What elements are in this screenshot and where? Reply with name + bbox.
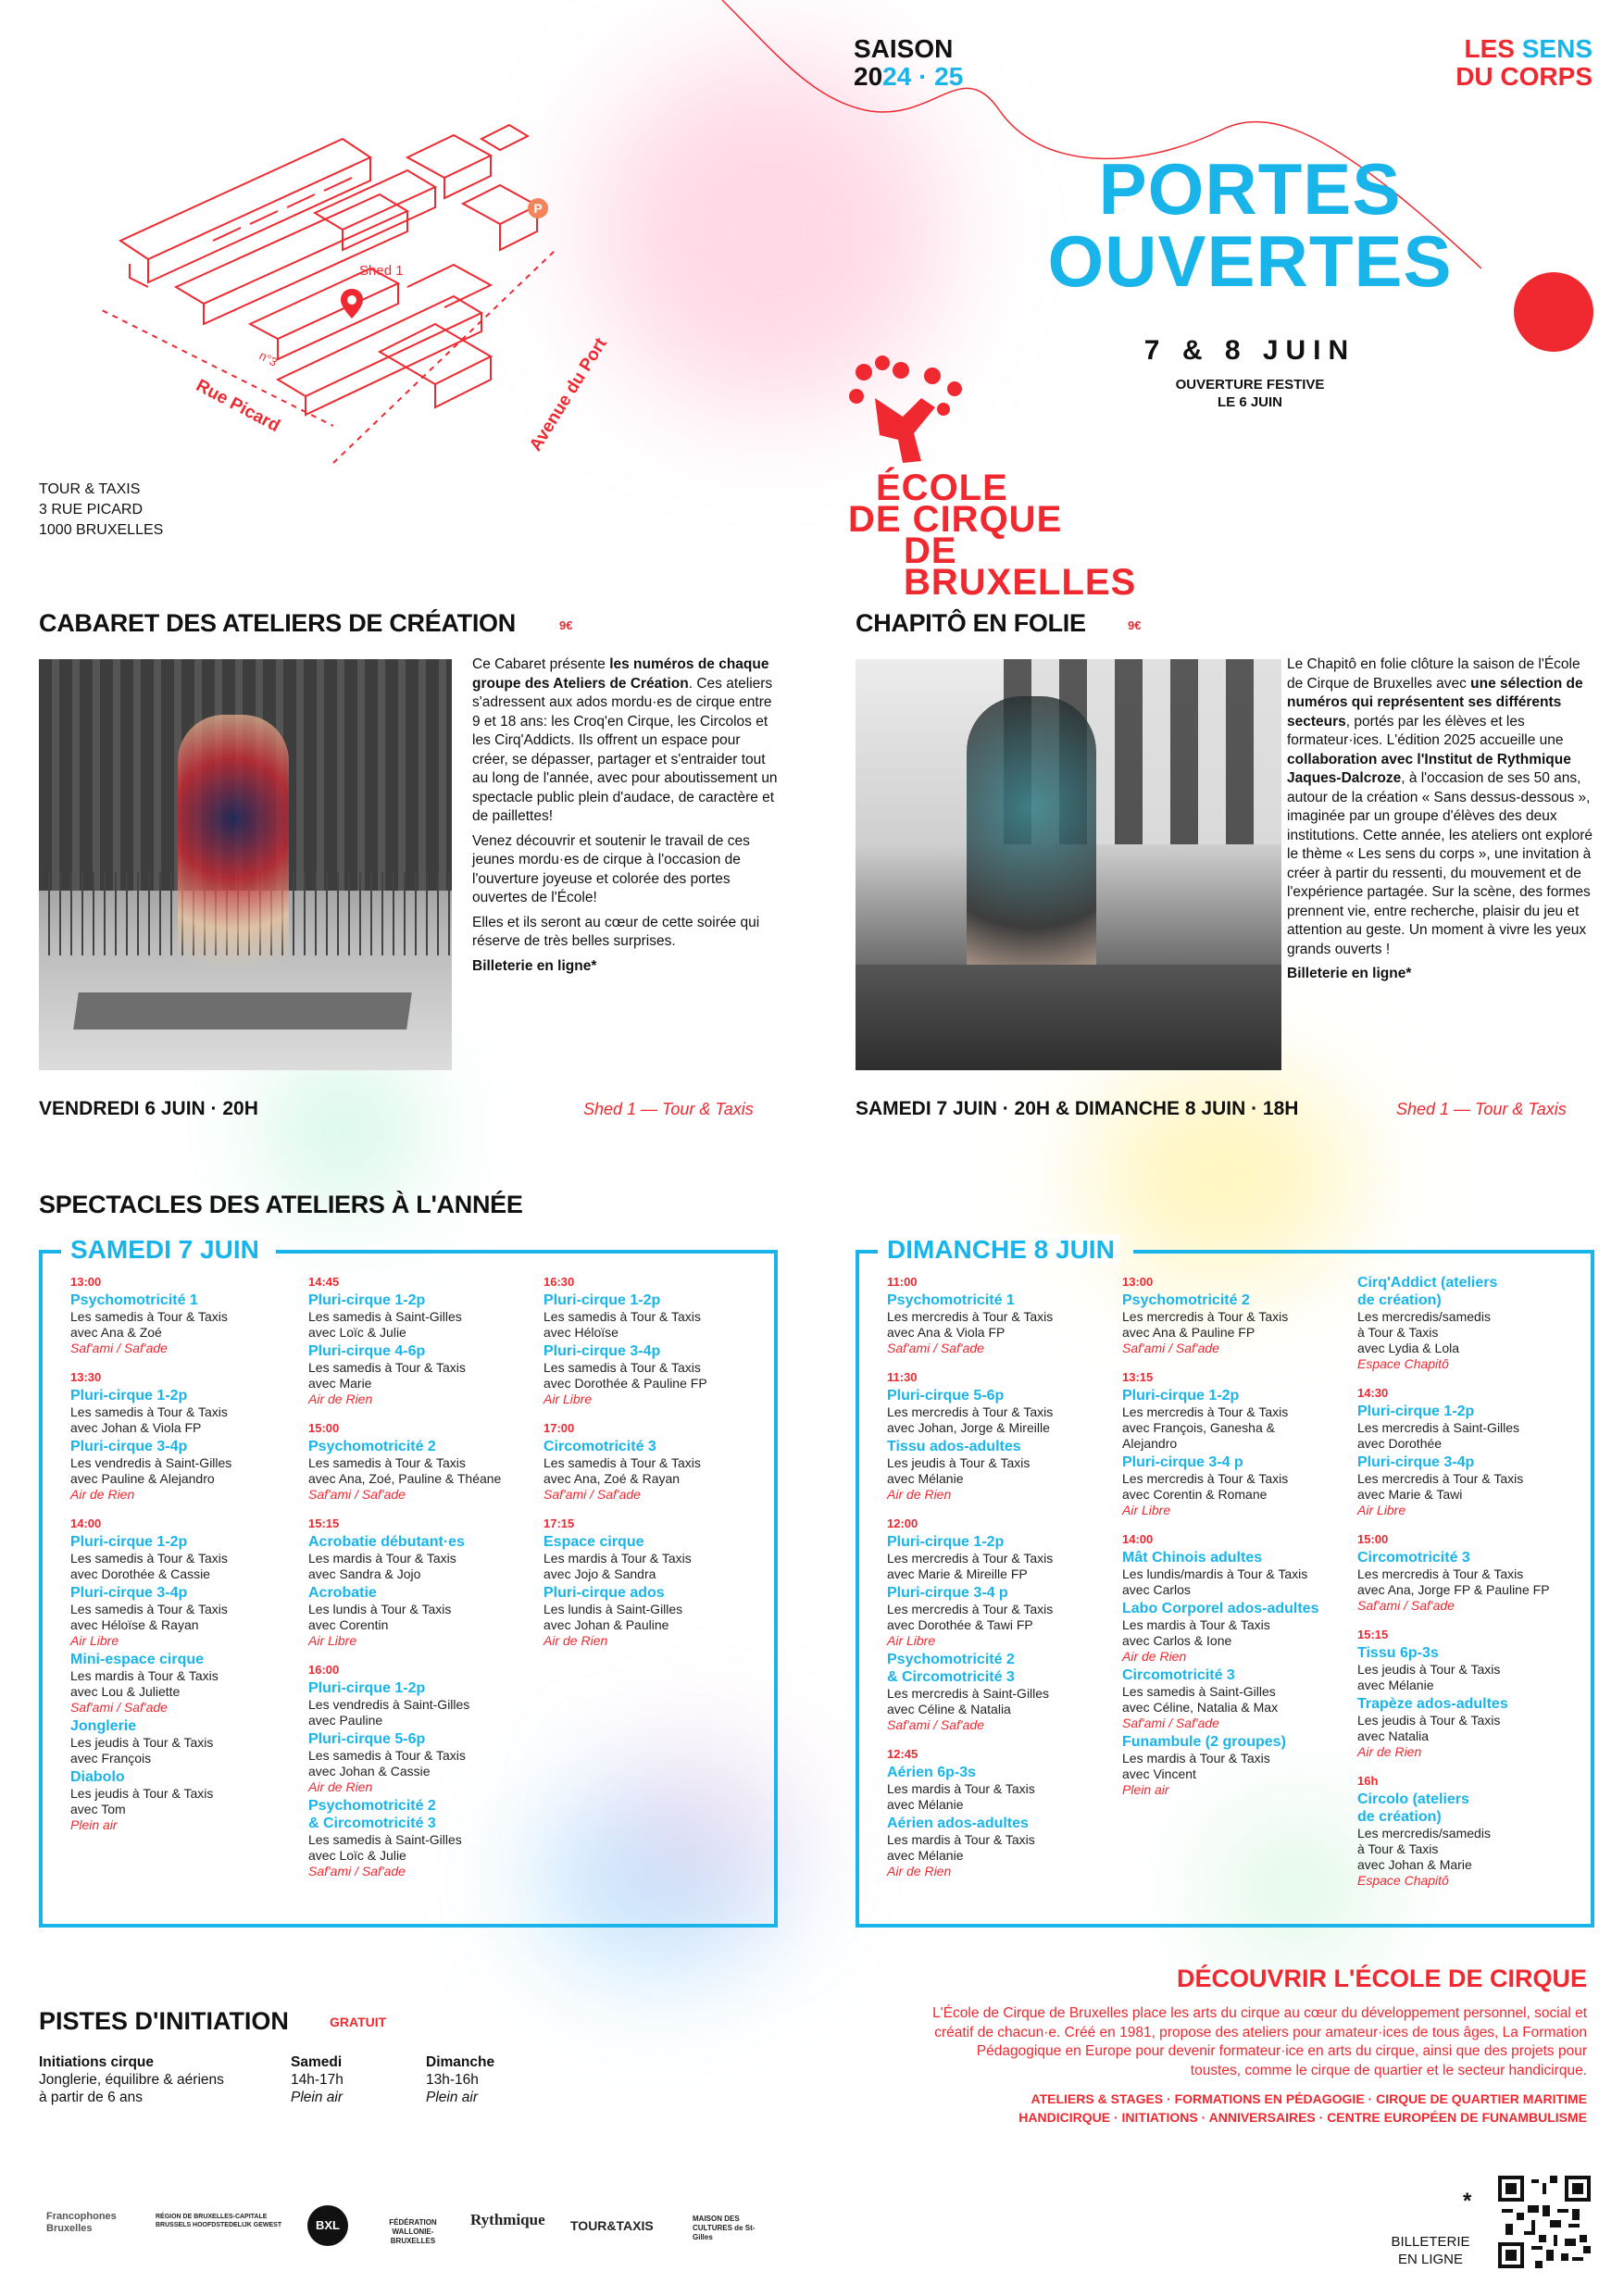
festive-opening: OUVERTURE FESTIVE LE 6 JUIN	[1175, 377, 1325, 410]
time-slot	[1122, 1369, 1344, 1518]
activity-name: Pluri-cirque 1-2p	[308, 1292, 426, 1308]
time-slot	[308, 1516, 531, 1649]
activity-item	[70, 1717, 293, 1766]
activity-details: Les lundis à Saint-Gilles avec Johan & Pauline	[543, 1602, 683, 1632]
activity-place: Air de Rien	[1122, 1649, 1187, 1664]
activity-name: Tissu 6p-3s	[1357, 1645, 1439, 1661]
activity-item	[1357, 1644, 1580, 1693]
activity-name: Mini-espace cirque	[70, 1652, 205, 1667]
slot-time: 14:30	[1357, 1386, 1389, 1400]
chapito-title: CHAPITÔ EN FOLIE	[856, 609, 1086, 637]
time-slot	[887, 1274, 1109, 1356]
chapito-ticket-link[interactable]: Billeterie en ligne*	[1287, 966, 1412, 981]
activity-name: Trapèze ados-adultes	[1357, 1696, 1508, 1712]
activity-name: Tissu ados-adultes	[887, 1439, 1021, 1454]
parking-icon: P	[528, 198, 548, 218]
slot-time: 13:15	[1122, 1370, 1154, 1384]
saturday-label: SAMEDI 7 JUIN	[65, 1235, 265, 1265]
activity-item	[1122, 1549, 1344, 1598]
photo-floor	[856, 965, 1281, 1070]
decouvrir-tags: ATELIERS & STAGES · FORMATIONS EN PÉDAGOGIE · CIRQUE DE QUARTIER MARITIME HANDICIRQUE · INITIATIONS · ANNIVERSAIRES · CENTRE EUROPÉEN DE FUNAMBULISME	[1018, 2091, 1587, 2125]
sunday-label: DIMANCHE 8 JUIN	[881, 1235, 1120, 1265]
activity-item	[887, 1533, 1109, 1582]
partner-logo-maison-cultures: MAISON DES CULTURES de St-Gilles	[693, 2215, 756, 2241]
partner-logo-federation-wb: FÉDÉRATION WALLONIE-BRUXELLES	[389, 2218, 437, 2245]
activity-name: Psychomotricité 1	[887, 1292, 1015, 1308]
activity-name: Pluri-cirque ados	[543, 1585, 665, 1601]
activity-item	[70, 1584, 293, 1649]
activity-name: Pluri-cirque 1-2p	[543, 1292, 661, 1308]
activity-item	[308, 1292, 531, 1341]
activity-name: Diabolo	[70, 1769, 125, 1785]
activity-details: Les lundis/mardis à Tour & Taxis avec Carlos	[1122, 1566, 1308, 1597]
slot-time: 14:00	[1122, 1532, 1154, 1546]
activity-place: Saf'ami / Saf'ade	[1122, 1716, 1219, 1730]
activity-details: Les samedis à Saint-Gilles avec Loïc & Julie	[308, 1309, 462, 1340]
activity-place: Air Libre	[308, 1633, 357, 1648]
saison-label: SAISON 2024 · 25	[854, 34, 964, 91]
activity-item	[70, 1651, 293, 1716]
activity-item	[308, 1584, 531, 1649]
time-slot	[70, 1369, 293, 1503]
activity-details: Les samedis à Tour & Taxis avec Dorothée & Pauline FP	[543, 1360, 707, 1391]
activity-name: Jonglerie	[70, 1718, 137, 1734]
qr-code-icon[interactable]	[1498, 2176, 1591, 2268]
chapito-price: 9€	[1128, 618, 1142, 632]
activity-details: Les mardis à Tour & Taxis avec Mélanie	[887, 1832, 1035, 1863]
time-slot	[1357, 1531, 1580, 1614]
activity-name: Pluri-cirque 3-4p	[70, 1439, 188, 1454]
time-slot	[887, 1369, 1109, 1503]
activity-place: Air Libre	[1357, 1503, 1406, 1517]
activity-name: Pluri-cirque 1-2p	[308, 1680, 426, 1696]
activity-details: Les mercredis/samedis à Tour & Taxis avec Lydia & Lola	[1357, 1309, 1491, 1355]
slot-time: 13:00	[70, 1275, 102, 1289]
activity-item	[308, 1730, 531, 1795]
sunday-schedule-column	[1122, 1274, 1344, 1811]
activity-details: Les samedis à Tour & Taxis avec Johan & Viola FP	[70, 1404, 228, 1435]
activity-place: Saf'ami / Saf'ade	[887, 1717, 984, 1732]
activity-details: Les samedis à Tour & Taxis avec Dorothée & Cassie	[70, 1551, 228, 1581]
activity-place: Air de Rien	[70, 1487, 135, 1502]
activity-place: Air Libre	[1122, 1503, 1171, 1517]
activity-item	[887, 1438, 1109, 1503]
activity-item	[1357, 1403, 1580, 1452]
activity-place: Saf'ami / Saf'ade	[543, 1487, 641, 1502]
activity-place: Air de Rien	[543, 1633, 608, 1648]
activity-name: Psychomotricité 2	[308, 1439, 436, 1454]
activity-place: Saf'ami / Saf'ade	[1357, 1598, 1455, 1613]
time-slot	[543, 1516, 766, 1649]
activity-item	[1122, 1600, 1344, 1665]
sunday-schedule-column	[1357, 1274, 1580, 1902]
time-slot	[887, 1746, 1109, 1879]
activity-place: Espace Chapitô	[1357, 1873, 1449, 1888]
activity-place: Saf'ami / Saf'ade	[308, 1864, 406, 1878]
slot-time: 15:00	[308, 1421, 340, 1435]
activity-place: Air de Rien	[308, 1391, 373, 1406]
chapito-description: Le Chapitô en folie clôture la saison de l'École de Cirque de Bruxelles avec une sélection de numéros qui représentent ses différents secteurs, portés par les élèves et les formateur·ices. L'édition 2025 accueille une collaboration avec l'Institut de Rythmique Jaques-Dalcroze, à l'occasion de ses 50 ans, autour de la création « Sans dessus-dessous », imaginée par un groupe d'élèves des deux institutions. Cette année, les ateliers ont exploré le thème « Les sens du corps », une invitation à créer à partir du ressenti, du mouvement et de l'expérience partagée. Sur la scène, des formes prennent vie, entre recherche, plaisir du jeu et attention au geste. Un moment à vivre les yeux grands ouverts ! Billeterie en ligne*	[1287, 656, 1593, 981]
activity-place: Air de Rien	[308, 1779, 373, 1794]
page-title: PORTES OUVERTES	[1047, 148, 1453, 302]
activity-place: Saf'ami / Saf'ade	[70, 1700, 168, 1715]
ticket-online-label: BILLETERIE EN LIGNE	[1391, 2234, 1470, 2267]
slot-time: 15:15	[1357, 1628, 1389, 1641]
chapito-photo	[856, 659, 1281, 1070]
partner-logo-rythmique: Rythmique	[470, 2211, 545, 2228]
activity-item	[887, 1651, 1109, 1733]
activity-item	[308, 1533, 531, 1582]
slot-time: 12:45	[887, 1747, 918, 1761]
activity-item	[308, 1342, 531, 1407]
activity-place: Plein air	[70, 1817, 118, 1832]
activity-name: Espace cirque	[543, 1534, 644, 1550]
activity-details: Les mercredis/samedis à Tour & Taxis avec Johan & Marie	[1357, 1826, 1491, 1872]
activity-name: Funambule (2 groupes)	[1122, 1734, 1286, 1750]
activity-details: Les samedis à Tour & Taxis avec Héloïse	[543, 1309, 701, 1340]
activity-details: Les mercredis à Tour & Taxis avec Ana & Viola FP	[887, 1309, 1054, 1340]
decouvrir-section	[926, 1965, 1587, 2127]
activity-details: Les mardis à Tour & Taxis avec Lou & Juliette	[70, 1668, 219, 1699]
activity-place: Espace Chapitô	[1357, 1356, 1449, 1371]
pistes-col2: Samedi 14h-17h Plein air	[291, 2054, 344, 2105]
spectacles-title: SPECTACLES DES ATELIERS À L'ANNÉE	[39, 1191, 523, 1218]
activity-name: Circomotricité 3	[1122, 1667, 1235, 1683]
activity-place: Saf'ami / Saf'ade	[308, 1487, 406, 1502]
activity-item	[543, 1438, 766, 1503]
address: TOUR & TAXIS 3 RUE PICARD 1000 BRUXELLES	[39, 481, 164, 538]
activity-item	[1357, 1549, 1580, 1614]
activity-name: Psychomotricité 1	[70, 1292, 198, 1308]
activity-name: Acrobatie	[308, 1585, 377, 1601]
slot-time: 11:30	[887, 1370, 918, 1384]
activity-details: Les vendredis à Saint-Gilles avec Pauline	[308, 1697, 470, 1728]
activity-item	[887, 1292, 1109, 1356]
activity-name: Circolo (ateliers de création)	[1357, 1791, 1469, 1825]
activity-name: Cirq'Addict (ateliers de création)	[1357, 1275, 1498, 1308]
slot-time: 16:00	[308, 1663, 340, 1677]
activity-details: Les mercredis à Tour & Taxis avec Ana, Jorge FP & Pauline FP	[1357, 1566, 1550, 1597]
activity-name: Pluri-cirque 1-2p	[70, 1388, 188, 1404]
activity-details: Les mercredis à Saint-Gilles avec Dorothée	[1357, 1420, 1520, 1451]
time-slot	[1357, 1773, 1580, 1889]
slot-time: 15:15	[308, 1516, 340, 1530]
activity-place: Air Libre	[70, 1633, 119, 1648]
slot-time: 17:00	[543, 1421, 575, 1435]
time-slot	[308, 1274, 531, 1407]
activity-details: Les mercredis à Tour & Taxis avec Marie & Mireille FP	[887, 1551, 1054, 1581]
activity-name: Aérien ados-adultes	[887, 1816, 1029, 1831]
slot-time: 14:00	[70, 1516, 102, 1530]
activity-item	[1122, 1454, 1344, 1518]
activity-item	[308, 1438, 531, 1503]
slot-time: 11:00	[887, 1275, 918, 1289]
time-slot	[1357, 1274, 1580, 1372]
saturday-schedule-column	[543, 1274, 766, 1662]
activity-details: Les jeudis à Tour & Taxis avec Natalia	[1357, 1713, 1501, 1743]
chapito-when: SAMEDI 7 JUIN · 20H & DIMANCHE 8 JUIN · 18H	[856, 1098, 1299, 1119]
activity-item	[70, 1292, 293, 1356]
activity-details: Les mardis à Tour & Taxis avec Vincent	[1122, 1751, 1270, 1781]
activity-name: Circomotricité 3	[1357, 1550, 1470, 1566]
ticket-star: *	[1463, 2189, 1472, 2214]
activity-details: Les samedis à Tour & Taxis avec Héloïse & Rayan	[70, 1602, 228, 1632]
activity-item	[1357, 1274, 1580, 1372]
time-slot	[1357, 1385, 1580, 1518]
shed-label: Shed 1	[359, 263, 404, 279]
activity-details: Les mercredis à Tour & Taxis avec Corentin & Romane	[1122, 1471, 1289, 1502]
saturday-schedule-column	[308, 1274, 531, 1892]
activity-name: Pluri-cirque 3-4p	[70, 1585, 188, 1601]
cabaret-when: VENDREDI 6 JUIN · 20H	[39, 1098, 258, 1119]
cabaret-ticket-link[interactable]: Billeterie en ligne*	[472, 957, 597, 974]
activity-name: Pluri-cirque 5-6p	[308, 1731, 426, 1747]
activity-details: Les samedis à Tour & Taxis avec Ana & Zoé	[70, 1309, 228, 1340]
activity-place: Air de Rien	[887, 1864, 952, 1878]
slot-time: 16h	[1357, 1774, 1379, 1788]
blur-blob-green	[278, 1065, 407, 1194]
pistes-title: PISTES D'INITIATION	[39, 2007, 289, 2035]
slot-time: 17:15	[543, 1516, 575, 1530]
decouvrir-text: L'École de Cirque de Bruxelles place les arts du cirque au cœur du développement personnel, social et créatif de chacun·e. Créé en 1981, propose des ateliers pour amateur·ices de tous âges, La Formation Pédagogique en Europe pour devenir formateur·ice en arts du cirque, ainsi que des projets pour toustes, comme le cirque de quartier et le secteur handicirque.	[932, 2005, 1587, 2078]
time-slot	[1357, 1627, 1580, 1760]
theme-title: LES SENS DU CORPS	[1455, 34, 1593, 91]
street-avenue-du-port: Avenue du Port	[526, 334, 611, 455]
activity-details: Les mercredis à Saint-Gilles avec Céline & Natalia	[887, 1686, 1050, 1716]
activity-details: Les mardis à Tour & Taxis avec Jojo & Sandra	[543, 1551, 692, 1581]
activity-details: Les mardis à Tour & Taxis avec Mélanie	[887, 1781, 1035, 1812]
activity-name: Circomotricité 3	[543, 1439, 656, 1454]
partner-logo-bxl: BXL	[307, 2205, 348, 2246]
activity-details: Les jeudis à Tour & Taxis avec Tom	[70, 1786, 214, 1816]
photo-acrobat	[178, 715, 289, 1011]
activity-name: Pluri-cirque 1-2p	[887, 1534, 1005, 1550]
activity-item	[887, 1815, 1109, 1879]
activity-item	[70, 1438, 293, 1503]
location-pin-icon	[341, 289, 363, 318]
slot-time: 13:00	[1122, 1275, 1154, 1289]
partner-logo-francophones: Francophones Bruxelles	[46, 2211, 117, 2234]
activity-details: Les mercredis à Tour & Taxis avec Dorothée & Tawi FP	[887, 1602, 1054, 1632]
activity-place: Saf'ami / Saf'ade	[1122, 1341, 1219, 1355]
activity-item	[543, 1342, 766, 1407]
event-dates: 7 & 8 JUIN	[1143, 335, 1356, 366]
street-number: n°3	[256, 348, 281, 369]
time-slot	[543, 1274, 766, 1407]
activity-item	[1122, 1733, 1344, 1798]
activity-name: Acrobatie débutant·es	[308, 1534, 465, 1550]
saturday-schedule-column	[70, 1274, 293, 1846]
activity-item	[1122, 1292, 1344, 1356]
cabaret-photo	[39, 659, 452, 1070]
activity-item	[308, 1797, 531, 1879]
time-slot	[1122, 1274, 1344, 1356]
activity-item	[70, 1533, 293, 1582]
activity-details: Les jeudis à Tour & Taxis avec Mélanie	[887, 1455, 1031, 1486]
juggler-logo-icon	[847, 352, 968, 472]
activity-details: Les jeudis à Tour & Taxis avec François	[70, 1735, 214, 1766]
activity-details: Les samedis à Tour & Taxis avec Marie	[308, 1360, 466, 1391]
activity-item	[1357, 1454, 1580, 1518]
activity-place: Saf'ami / Saf'ade	[887, 1341, 984, 1355]
time-slot	[70, 1516, 293, 1833]
activity-name: Pluri-cirque 1-2p	[1357, 1404, 1475, 1419]
decouvrir-title: DÉCOUVRIR L'ÉCOLE DE CIRQUE	[1177, 1965, 1587, 1992]
activity-item	[1122, 1666, 1344, 1731]
slot-time: 13:30	[70, 1370, 102, 1384]
activity-details: Les mardis à Tour & Taxis avec Carlos & Ione	[1122, 1617, 1270, 1648]
activity-name: Pluri-cirque 3-4p	[543, 1343, 661, 1359]
time-slot	[887, 1516, 1109, 1733]
activity-name: Pluri-cirque 4-6p	[308, 1343, 426, 1359]
activity-name: Psychomotricité 2	[1122, 1292, 1250, 1308]
activity-item	[1357, 1791, 1580, 1889]
street-rue-picard: Rue Picard	[193, 376, 283, 437]
activity-name: Pluri-cirque 1-2p	[70, 1534, 188, 1550]
activity-item	[887, 1584, 1109, 1649]
activity-details: Les samedis à Saint-Gilles avec Céline, Natalia & Max	[1122, 1684, 1279, 1715]
activity-name: Pluri-cirque 1-2p	[1122, 1388, 1240, 1404]
activity-item	[70, 1387, 293, 1436]
activity-item	[308, 1679, 531, 1728]
cabaret-title: CABARET DES ATELIERS DE CRÉATION	[39, 609, 516, 637]
activity-item	[543, 1584, 766, 1649]
slot-time: 15:00	[1357, 1532, 1389, 1546]
slot-time: 14:45	[308, 1275, 340, 1289]
time-slot	[70, 1274, 293, 1356]
pistes-col3: Dimanche 13h-16h Plein air	[426, 2054, 495, 2105]
activity-details: Les mercredis à Tour & Taxis avec Marie & Tawi	[1357, 1471, 1524, 1502]
activity-details: Les mercredis à Tour & Taxis avec Ana & Pauline FP	[1122, 1309, 1289, 1340]
slot-time: 12:00	[887, 1516, 918, 1530]
activity-details: Les samedis à Tour & Taxis avec Ana, Zoé & Rayan	[543, 1455, 701, 1486]
activity-name: Psychomotricité 2 & Circomotricité 3	[887, 1652, 1015, 1685]
activity-name: Pluri-cirque 3-4 p	[1122, 1454, 1243, 1470]
activity-name: Labo Corporel ados-adultes	[1122, 1601, 1319, 1616]
activity-details: Les samedis à Tour & Taxis avec Ana, Zoé, Pauline & Théane	[308, 1455, 502, 1486]
school-logo-text: ÉCOLE DE CIRQUE DE BRUXELLES	[848, 468, 1137, 603]
activity-item	[543, 1292, 766, 1341]
activity-item	[887, 1764, 1109, 1813]
cabaret-where: Shed 1 — Tour & Taxis	[583, 1100, 754, 1118]
activity-details: Les jeudis à Tour & Taxis avec Mélanie	[1357, 1662, 1501, 1692]
activity-name: Psychomotricité 2 & Circomotricité 3	[308, 1798, 436, 1831]
activity-place: Air Libre	[543, 1391, 593, 1406]
cabaret-description: Ce Cabaret présente les numéros de chaque groupe des Ateliers de Création. Ces ateliers s'adressent aux ados mordu·es de cirque entre 9 et 18 ans: les Croq'en Cirque, les Circolos et les Cirq'Addicts. Ils offrent un espace pour créer, se dépasser, partager et s'entraider tout au long de l'année, avec pour aboutissement un spectacle public plein d'audace, de caractère et de paillettes! Venez découvrir et soutenir le travail de ces jeunes mordu·es de cirque à l'occasion de l'ouverture joyeuse et colorée des portes ouvertes de l'École! Elles et ils seront au cœur de cette soirée qui réserve de très belles surprises. Billeterie en ligne*	[472, 656, 778, 974]
activity-item	[1357, 1695, 1580, 1760]
activity-item	[887, 1387, 1109, 1436]
activity-place: Plein air	[1122, 1782, 1169, 1797]
activity-details: Les vendredis à Saint-Gilles avec Pauline & Alejandro	[70, 1455, 232, 1486]
partner-logo-tour-taxis: TOUR&TAXIS	[570, 2218, 654, 2233]
activity-name: Mât Chinois adultes	[1122, 1550, 1263, 1566]
activity-name: Pluri-cirque 5-6p	[887, 1388, 1005, 1404]
activity-details: Les mardis à Tour & Taxis avec Sandra & Jojo	[308, 1551, 456, 1581]
activity-place: Air de Rien	[1357, 1744, 1422, 1759]
activity-details: Les lundis à Tour & Taxis avec Corentin	[308, 1602, 452, 1632]
activity-item	[543, 1533, 766, 1582]
cabaret-price: 9€	[559, 618, 573, 632]
time-slot	[308, 1662, 531, 1879]
partner-logo-region-bruxelles: RÉGION DE BRUXELLES-CAPITALE BRUSSELS HOOFDSTEDELIJK GEWEST	[156, 2214, 282, 2228]
time-slot	[1122, 1531, 1344, 1798]
activity-details: Les mercredis à Tour & Taxis avec François, Ganesha & Alejandro	[1122, 1404, 1289, 1451]
pistes-col1: Initiations cirque Jonglerie, équilibre & aériens à partir de 6 ans	[39, 2054, 224, 2105]
activity-place: Saf'ami / Saf'ade	[70, 1341, 168, 1355]
activity-place: Air Libre	[887, 1633, 936, 1648]
activity-details: Les samedis à Tour & Taxis avec Johan & Cassie	[308, 1748, 466, 1778]
activity-name: Pluri-cirque 3-4 p	[887, 1585, 1008, 1601]
time-slot	[543, 1420, 766, 1503]
activity-item	[1122, 1387, 1344, 1452]
slot-time: 16:30	[543, 1275, 575, 1289]
time-slot	[308, 1420, 531, 1503]
activity-name: Pluri-cirque 3-4p	[1357, 1454, 1475, 1470]
activity-name: Aérien 6p-3s	[887, 1765, 977, 1780]
activity-item	[70, 1768, 293, 1833]
activity-place: Air de Rien	[887, 1487, 952, 1502]
chapito-where: Shed 1 — Tour & Taxis	[1396, 1100, 1567, 1118]
activity-details: Les mercredis à Tour & Taxis avec Johan, Jorge & Mireille	[887, 1404, 1054, 1435]
pistes-free-badge: GRATUIT	[330, 2015, 387, 2029]
activity-details: Les samedis à Saint-Gilles avec Loïc & Julie	[308, 1832, 462, 1863]
sunday-schedule-column	[887, 1274, 1109, 1892]
